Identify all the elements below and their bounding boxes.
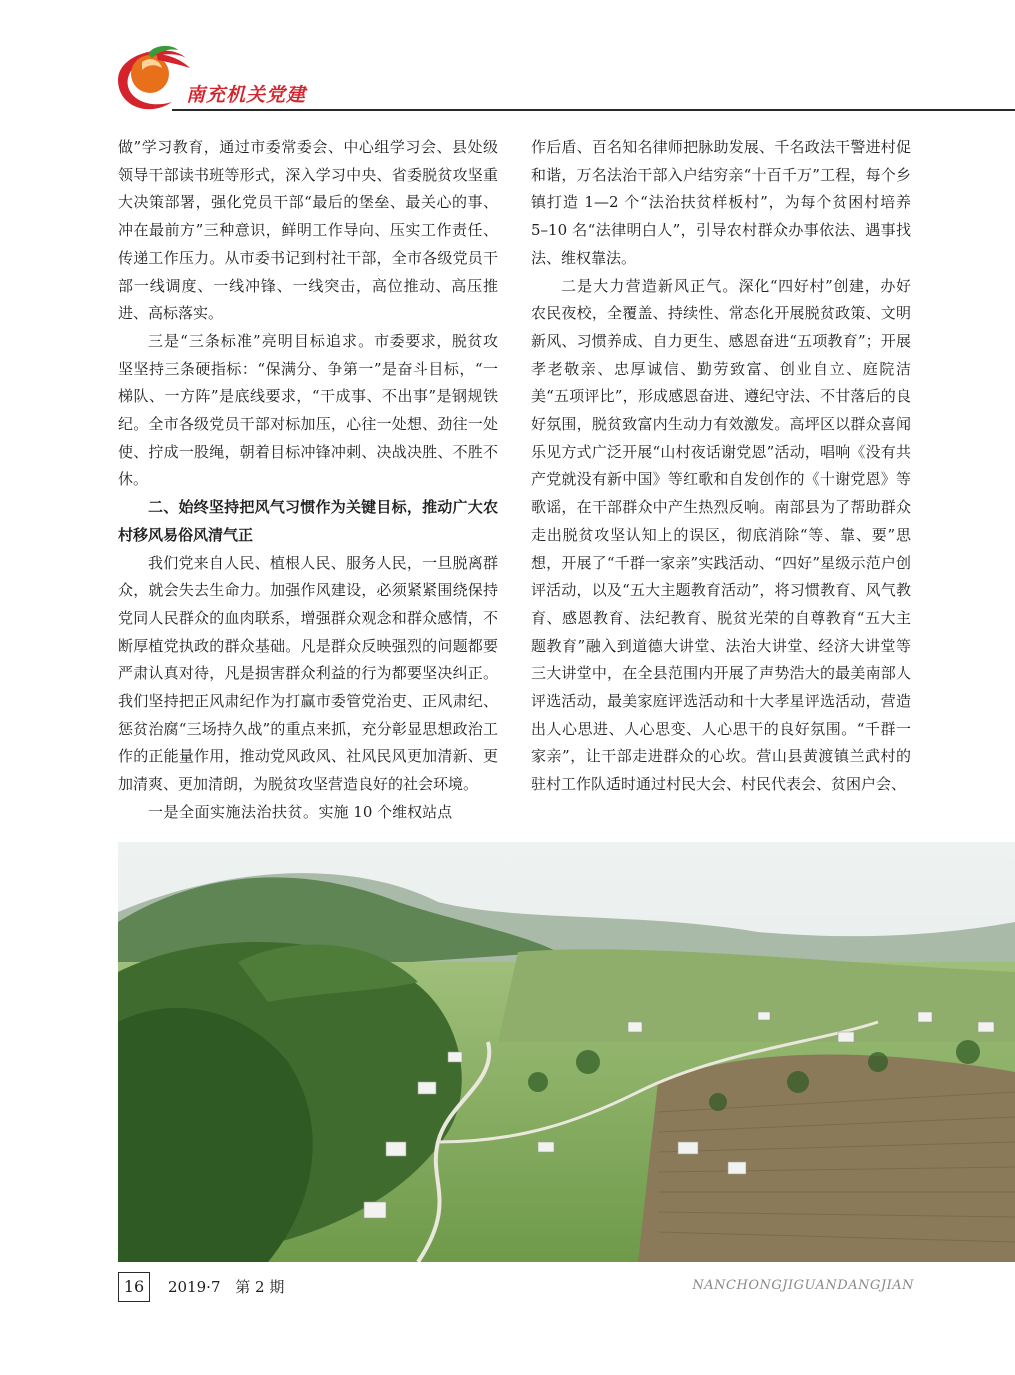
right-text-column [531,134,911,799]
page-header [0,0,1015,125]
paragraph-lead: 三是“三条标准”亮明目标追求。 [148,331,375,350]
paragraph-lead: 一是全面实施法治扶贫。 [148,802,319,821]
issue-date: 2019·7 [168,1278,221,1296]
village-landscape-photo [118,842,1015,1262]
issue-info [168,1276,294,1297]
paragraph: 三是“三条标准”亮明目标追求。市委要求，脱贫攻坚坚持三条硬指标：“保满分、争第一”是奋斗目标，“一梯队、一方阵”是底线要求，“干成事、不出事”是钢规铁纪。全市各级党员干部对标加压，心往一处想、劲往一处使、拧成一股绳，朝着目标冲锋冲刺、决战决胜、不胜不休。 [118,331,498,489]
paragraph: 做”学习教育，通过市委常委会、中心组学习会、县处级领导干部读书班等形式，深入学习中央、省委脱贫攻坚重大决策部署，强化党员干部“最后的堡垒、最关心的事、冲在最前方”三种意识，鲜明工作导向、压实工作责任、传递工作压力。从市委书记到村社干部，全市各级党员干部一线调度、一线冲锋、一线突击，高位推动、高压推进、高标落实。 [118,138,498,323]
page-footer [0,1268,1015,1308]
paragraph: 我们党来自人民、植根人民、服务人民，一旦脱离群众，就会失去生命力。加强作风建设，必须紧紧围绕保持党同人民群众的血肉联系，增强群众观念和群众感情，不断厚植党执政的群众基础。凡是群众反映强烈的问题都要严肃认真对待，凡是损害群众利益的行为都要坚决纠正。我们坚持把正风肃纪作为打赢市委管党治吏、正风肃纪、惩贫治腐“三场持久战”的重点来抓，充分彰显思想政治工作的正能量作用，推动党风政风、社风民风更加清新、更加清爽、更加清朗，为脱贫攻坚营造良好的社会环境。 [118,553,498,794]
footer-magazine-title: NANCHONGJIGUANDANGJIAN [692,1278,914,1293]
header-divider [172,109,1015,111]
party-building-logo-icon [112,40,194,116]
left-text-column [118,134,498,827]
section-heading: 二、始终坚持把风气习惯作为关键目标，推动广大农村移风易俗风清气正 [118,498,498,544]
paragraph: 一是全面实施法治扶贫。实施 10 个维权站点 [148,802,453,821]
paragraph-lead: 二是大力营造新风正气。 [561,276,739,295]
magazine-brand-title: 南充机关党建 [186,84,307,106]
paragraph: 作后盾、百名知名律师把脉助发展、千名政法干警进村促和谐，万名法治干部入户结穷亲“十百千万”工程，每个乡镇打造 1—2 个“法治扶贫样板村”，为每个贫困村培养 5–10 名“法律明白人”，引导农村群众办事依法、遇事找法、维权靠法。 [531,138,911,267]
page-number: 16 [118,1272,150,1302]
issue-number: 第 2 期 [235,1278,285,1296]
paragraph: 二是大力营造新风正气。深化“四好村”创建，办好农民夜校，全覆盖、持续性、常态化开展脱贫政策、文明新风、习惯养成、自力更生、感恩奋进“五项教育”；开展孝老敬亲、忠厚诚信、勤劳致富、创业自立、庭院洁美“五项评比”，形成感恩奋进、遵纪守法、不甘落后的良好氛围，脱贫致富内生动力有效激发。高坪区以群众喜闻乐见方式广泛开展“山村夜话谢党恩”活动，唱响《没有共产党就没有新中国》等红歌和自发创作的《十谢党恩》等歌谣，在干部群众中产生热烈反响。南部县为了帮助群众走出脱贫攻坚认知上的误区，彻底消除“等、靠、要”思想，开展了“千群一家亲”实践活动、“四好”星级示范户创评活动，以及“五大主题教育活动”，将习惯教育、风气教育、感恩教育、法纪教育、脱贫光荣的自尊教育“五大主题教育”融入到道德大讲堂、法治大讲堂、经济大讲堂等三大讲堂中，在全县范围内开展了声势浩大的最美南部人评选活动，最美家庭评选活动和十大孝星评选活动，营造出人心思进、人心思变、人心思干的良好氛围。“千群一家亲”，让干部走进群众的心坎。营山县黄渡镇兰武村的驻村工作队适时通过村民大会、村民代表会、贫困户会、 [531,276,911,794]
